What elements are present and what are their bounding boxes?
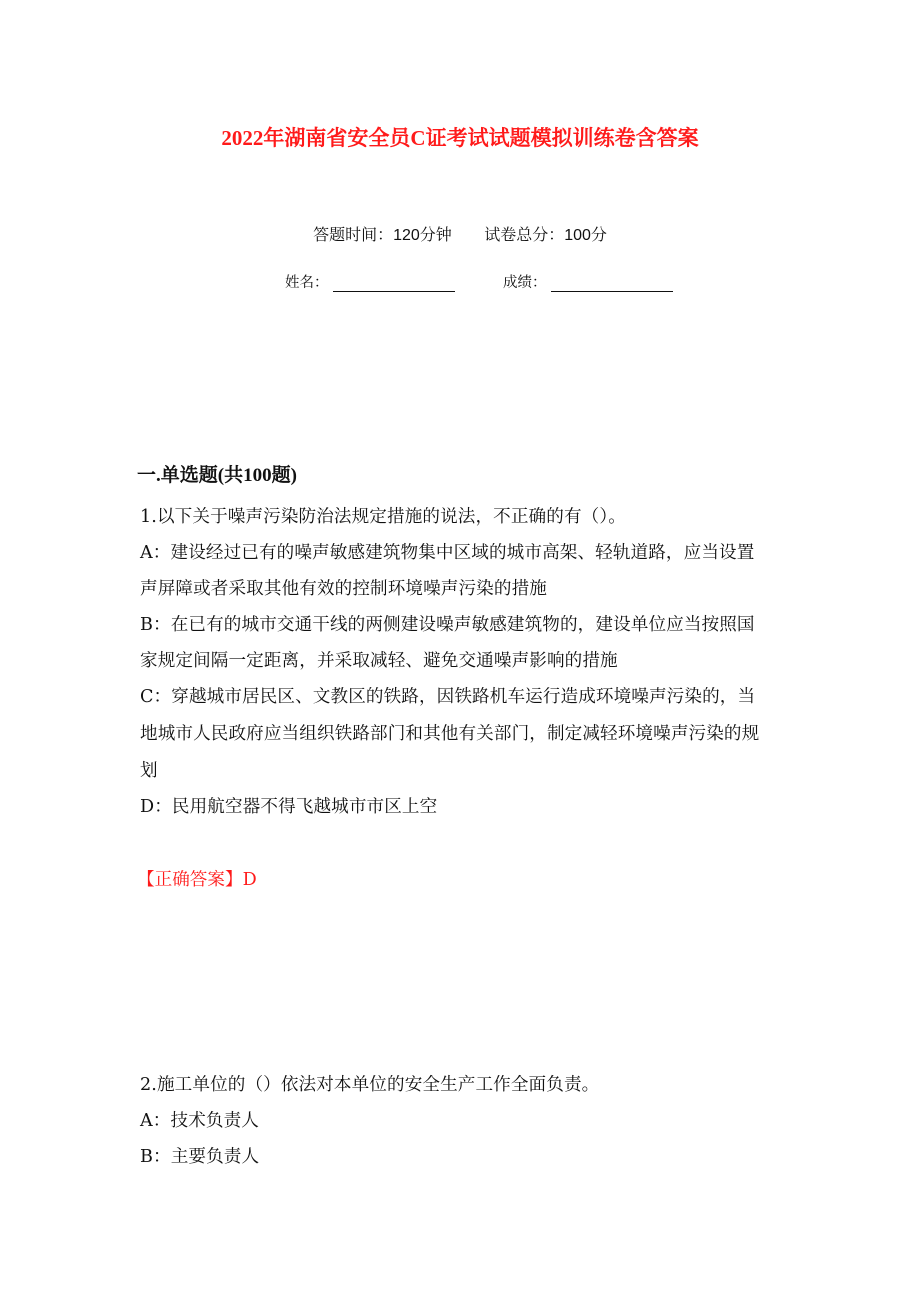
score-label: 成绩： [503, 275, 547, 291]
score-blank [551, 277, 673, 292]
exam-time: 答题时间：120分钟 [313, 227, 452, 244]
name-label: 姓名： [285, 275, 329, 291]
question-1-answer: 【正确答案】D [137, 870, 257, 890]
name-field [285, 271, 455, 292]
exam-info [0, 222, 920, 245]
question-1-option-c-cont: 地城市人民政府应当组织铁路部门和其他有关部门，制定减轻环境噪声污染的规 [140, 724, 760, 744]
question-1-stem: 1.以下关于噪声污染防治法规定措施的说法，不正确的有（）。 [140, 507, 626, 527]
section-heading: 一.单选题(共100题) [137, 465, 297, 486]
question-2-stem: 2.施工单位的（）依法对本单位的安全生产工作全面负责。 [140, 1075, 600, 1095]
question-1-option-b: B：在已有的城市交通干线的两侧建设噪声敏感建筑物的，建设单位应当按照国 [140, 615, 755, 635]
question-1-option-b-cont: 家规定间隔一定距离，并采取减轻、避免交通噪声影响的措施 [140, 651, 618, 671]
question-1-option-c-cont2: 划 [140, 761, 158, 781]
name-blank [333, 277, 455, 292]
document-title: 2022年湖南省安全员C证考试试题模拟训练卷含答案 [221, 126, 699, 150]
question-1-option-c: C：穿越城市居民区、文教区的铁路，因铁路机车运行造成环境噪声污染的，当 [140, 687, 756, 707]
question-1-option-d: D：民用航空器不得飞越城市市区上空 [140, 797, 438, 817]
exam-total-score: 试卷总分：100分 [484, 227, 607, 244]
question-2-option-a: A：技术负责人 [140, 1111, 259, 1131]
question-2-option-b: B：主要负责人 [140, 1147, 260, 1167]
question-1-option-a-cont: 声屏障或者采取其他有效的控制环境噪声污染的措施 [140, 579, 547, 599]
question-1-option-a: A：建设经过已有的噪声敏感建筑物集中区域的城市高架、轻轨道路，应当设置 [140, 543, 755, 563]
score-field [503, 271, 673, 292]
